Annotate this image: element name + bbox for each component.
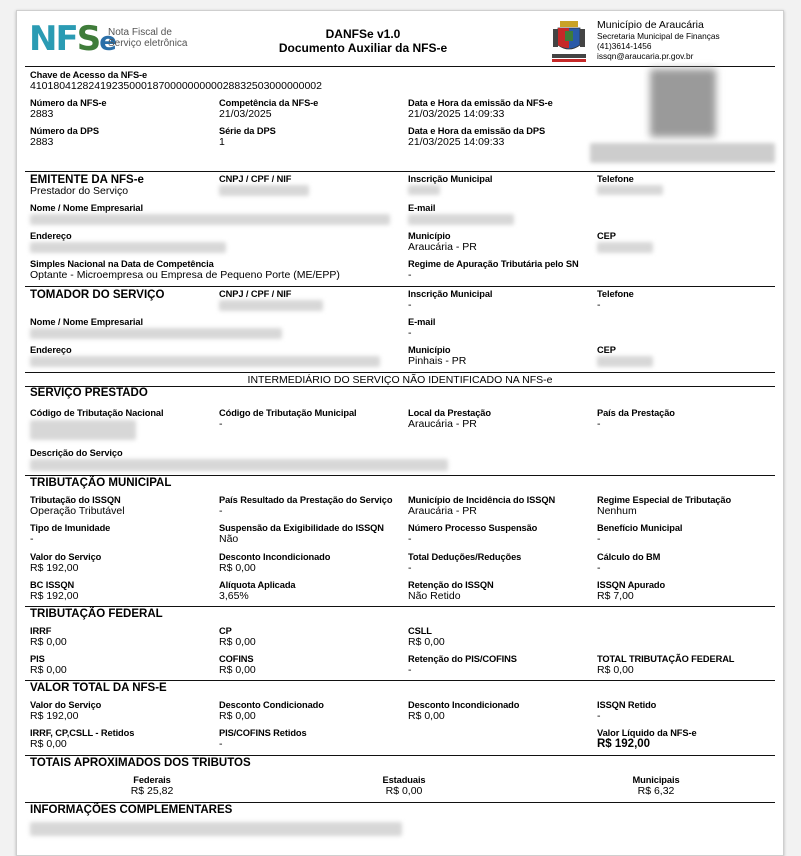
emitter-email-label: E-mail (408, 203, 436, 213)
emitter-cep-redacted (597, 242, 653, 253)
regime-value: - (408, 269, 412, 281)
municipality-phone: (41)3614-1456 (597, 41, 652, 51)
benefit: - (597, 533, 601, 545)
rate-label: Alíquota Aplicada (219, 580, 296, 590)
emitter-phone-redacted (597, 185, 663, 195)
tv-service-value-label: Valor do Serviço (30, 700, 102, 710)
approx-federal-label: Federais (133, 775, 171, 785)
conditional-discount: R$ 0,00 (219, 710, 256, 722)
special-regime-label: Regime Especial de Tributação (597, 495, 732, 505)
taker-section-title: TOMADOR DO SERVIÇO (30, 289, 165, 301)
immunity: - (30, 533, 34, 545)
deductions-label: Total Deduções/Reduções (408, 552, 522, 562)
emitter-cnpj-redacted (219, 185, 309, 196)
taker-cep-label: CEP (597, 345, 616, 355)
rate: 3,65% (219, 590, 249, 602)
emitter-municipal-registration-redacted (408, 185, 440, 195)
mt-service-value: R$ 192,00 (30, 562, 79, 574)
service-description-label: Descrição do Serviço (30, 448, 123, 458)
net-value: R$ 192,00 (597, 738, 651, 750)
approx-federal: R$ 25,82 (130, 785, 174, 797)
dps-series-label: Série da DPS (219, 126, 276, 136)
cofins: R$ 0,00 (219, 664, 256, 676)
logo-subtitle (108, 27, 187, 49)
nfse-logo (29, 19, 115, 59)
irrf-label: IRRF (30, 626, 52, 636)
approx-taxes-section-title: TOTAIS APROXIMADOS DOS TRIBUTOS (30, 757, 251, 769)
divider (25, 372, 775, 373)
emitter-address-label: Endereço (30, 231, 72, 241)
municipal-tax-section-title: TRIBUTAÇÃO MUNICIPAL (30, 477, 172, 489)
taker-email: - (408, 327, 412, 339)
pis: R$ 0,00 (30, 664, 67, 676)
divider (25, 171, 775, 172)
cp: R$ 0,00 (219, 636, 256, 648)
federal-tax-section-title: TRIBUTAÇÃO FEDERAL (30, 608, 163, 620)
redacted-verification-text (590, 143, 775, 163)
nfse-number-label: Número da NFS-e (30, 98, 107, 108)
taker-phone: - (597, 299, 601, 311)
special-regime: Nenhum (597, 505, 637, 517)
taker-address-label: Endereço (30, 345, 72, 355)
csll: R$ 0,00 (408, 636, 445, 648)
issqn-retained-label: ISSQN Retido (597, 700, 657, 710)
emitter-phone-label: Telefone (597, 174, 634, 184)
mt-unconditional-discount: R$ 0,00 (219, 562, 256, 574)
nfse-datetime: 21/03/2025 14:09:33 (408, 108, 505, 120)
nfse-number: 2883 (30, 108, 54, 120)
national-code-redacted (30, 420, 136, 440)
municipal-code-label: Código de Tributação Municipal (219, 408, 357, 418)
approx-municipal: R$ 6,32 (637, 785, 675, 797)
emitter-name-label: Nome / Nome Empresarial (30, 203, 143, 213)
approx-municipal-label: Municipais (632, 775, 680, 785)
nfse-datetime-label: Data e Hora da emissão da NFS-e (408, 98, 553, 108)
issqn-retained: - (597, 710, 601, 722)
nfse-logo-text: NFSe (29, 19, 115, 59)
divider (25, 475, 775, 476)
issqn-taxation-label: Tributação do ISSQN (30, 495, 121, 505)
suspension-label: Suspensão da Exigibilidade do ISSQN (219, 523, 384, 533)
danfse-document (16, 10, 784, 856)
logo-subtitle-line-2: Serviço eletrônica (108, 38, 188, 49)
divider (25, 286, 775, 287)
taker-address-redacted (30, 356, 380, 367)
service-place: Araucária - PR (408, 418, 477, 430)
irrf: R$ 0,00 (30, 636, 67, 648)
cp-label: CP (219, 626, 232, 636)
deductions: - (408, 562, 412, 574)
divider (25, 606, 775, 607)
taker-municipal-registration: - (408, 299, 412, 311)
pis-cofins-retained-label: PIS/COFINS Retidos (219, 728, 307, 738)
federal-total-label: TOTAL TRIBUTAÇÃO FEDERAL (597, 654, 735, 664)
mt-unconditional-discount-label: Desconto Incondicionado (219, 552, 331, 562)
pis-cofins-retention: - (408, 664, 412, 676)
municipality-email: issqn@araucaria.pr.gov.br (597, 51, 694, 61)
emitter-municipal-registration-label: Inscrição Municipal (408, 174, 493, 184)
service-description-redacted (30, 459, 448, 471)
emitter-section-title: EMITENTE DA NFS-e (30, 174, 144, 186)
tv-unconditional-discount-label: Desconto Incondicionado (408, 700, 520, 710)
issqn-retention-label: Retenção do ISSQN (408, 580, 494, 590)
benefit-label: Benefício Municipal (597, 523, 683, 533)
dps-datetime-label: Data e Hora da emissão da DPS (408, 126, 546, 136)
suspension-process-label: Número Processo Suspensão (408, 523, 538, 533)
emitter-name-redacted (30, 214, 390, 225)
complementary-info-redacted (30, 822, 402, 836)
bc: R$ 192,00 (30, 590, 79, 602)
simples-label: Simples Nacional na Data de Competência (30, 259, 214, 269)
bc-label: BC ISSQN (30, 580, 75, 590)
cofins-label: COFINS (219, 654, 254, 664)
conditional-discount-label: Desconto Condicionado (219, 700, 324, 710)
logo-subtitle-line-1: Nota Fiscal de (108, 27, 172, 38)
emitter-city-label: Município (408, 231, 451, 241)
total-value-section-title: VALOR TOTAL DA NFS-E (30, 682, 167, 694)
dps-number-label: Número da DPS (30, 126, 99, 136)
qr-code (650, 69, 716, 137)
suspension-process: - (408, 533, 412, 545)
service-section-title: SERVIÇO PRESTADO (30, 387, 148, 399)
taker-name-redacted (30, 328, 282, 339)
service-place-label: Local da Prestação (408, 408, 491, 418)
dps-number: 2883 (30, 136, 54, 148)
emitter-cnpj-label: CNPJ / CPF / NIF (219, 174, 292, 184)
department: Secretaria Municipal de Finanças (597, 31, 720, 41)
mt-service-value-label: Valor do Serviço (30, 552, 102, 562)
immunity-label: Tipo de Imunidade (30, 523, 111, 533)
country-result-label: País Resultado da Prestação do Serviço (219, 495, 393, 505)
pis-label: PIS (30, 654, 45, 664)
incidence-city: Araucária - PR (408, 505, 477, 517)
approx-state-label: Estaduais (382, 775, 426, 785)
intermediary-notice: INTERMEDIÁRIO DO SERVIÇO NÃO IDENTIFICADO NA NFS-e (247, 374, 553, 386)
incidence-city-label: Município de Incidência do ISSQN (408, 495, 556, 505)
dps-series: 1 (219, 136, 225, 148)
retained-federal: R$ 0,00 (30, 738, 67, 750)
emitter-address-redacted (30, 242, 226, 253)
access-key-label: Chave de Acesso da NFS-e (30, 70, 148, 80)
retained-federal-label: IRRF, CP,CSLL - Retidos (30, 728, 135, 738)
emitter-role: Prestador do Serviço (30, 185, 129, 197)
issqn-retention: Não Retido (408, 590, 461, 602)
net-value-label: Valor Líquido da NFS-e (597, 728, 697, 738)
document-title: DANFSe v1.0 (325, 27, 401, 41)
taker-cnpj-label: CNPJ / CPF / NIF (219, 289, 292, 299)
taker-phone-label: Telefone (597, 289, 634, 299)
taker-cep-redacted (597, 356, 653, 367)
bm-label: Cálculo do BM (597, 552, 661, 562)
divider (25, 755, 775, 756)
pis-cofins-retention-label: Retenção do PIS/COFINS (408, 654, 517, 664)
emitter-email-redacted (408, 214, 514, 225)
bm: - (597, 562, 601, 574)
municipality-name: Município de Araucária (597, 19, 704, 31)
suspension: Não (219, 533, 239, 545)
divider (25, 802, 775, 803)
simples-value: Optante - Microempresa ou Empresa de Pequeno Porte (ME/EPP) (30, 269, 340, 281)
divider (25, 66, 775, 67)
issqn-calculated: R$ 7,00 (597, 590, 634, 602)
municipal-code: - (219, 418, 223, 430)
pis-cofins-retained: - (219, 738, 223, 750)
issqn-calculated-label: ISSQN Apurado (597, 580, 666, 590)
taker-municipal-registration-label: Inscrição Municipal (408, 289, 493, 299)
document-subtitle: Documento Auxiliar da NFS-e (278, 41, 448, 55)
municipal-seal-icon (550, 19, 588, 63)
approx-state: R$ 0,00 (385, 785, 423, 797)
taker-email-label: E-mail (408, 317, 436, 327)
emitter-cep-label: CEP (597, 231, 616, 241)
service-country-label: País da Prestação (597, 408, 675, 418)
country-result: - (219, 505, 223, 517)
dps-datetime: 21/03/2025 14:09:33 (408, 136, 505, 148)
tv-service-value: R$ 192,00 (30, 710, 79, 722)
taker-city-label: Município (408, 345, 451, 355)
taker-cnpj-redacted (219, 300, 323, 311)
access-key: 41018041282419235000187000000000028832503000000002 (30, 80, 322, 92)
taker-city: Pinhais - PR (408, 355, 467, 367)
regime-label: Regime de Apuração Tributária pelo SN (408, 259, 579, 269)
competence: 21/03/2025 (219, 108, 272, 120)
national-code-label: Código de Tributação Nacional (30, 408, 164, 418)
competence-label: Competência da NFS-e (219, 98, 319, 108)
taker-name-label: Nome / Nome Empresarial (30, 317, 143, 327)
issqn-taxation: Operação Tributável (30, 505, 125, 517)
service-country: - (597, 418, 601, 430)
tv-unconditional-discount: R$ 0,00 (408, 710, 445, 722)
federal-total: R$ 0,00 (597, 664, 634, 676)
csll-label: CSLL (408, 626, 432, 636)
emitter-city: Araucária - PR (408, 241, 477, 253)
complementary-section-title: INFORMAÇÕES COMPLEMENTARES (30, 804, 233, 816)
divider (25, 680, 775, 681)
